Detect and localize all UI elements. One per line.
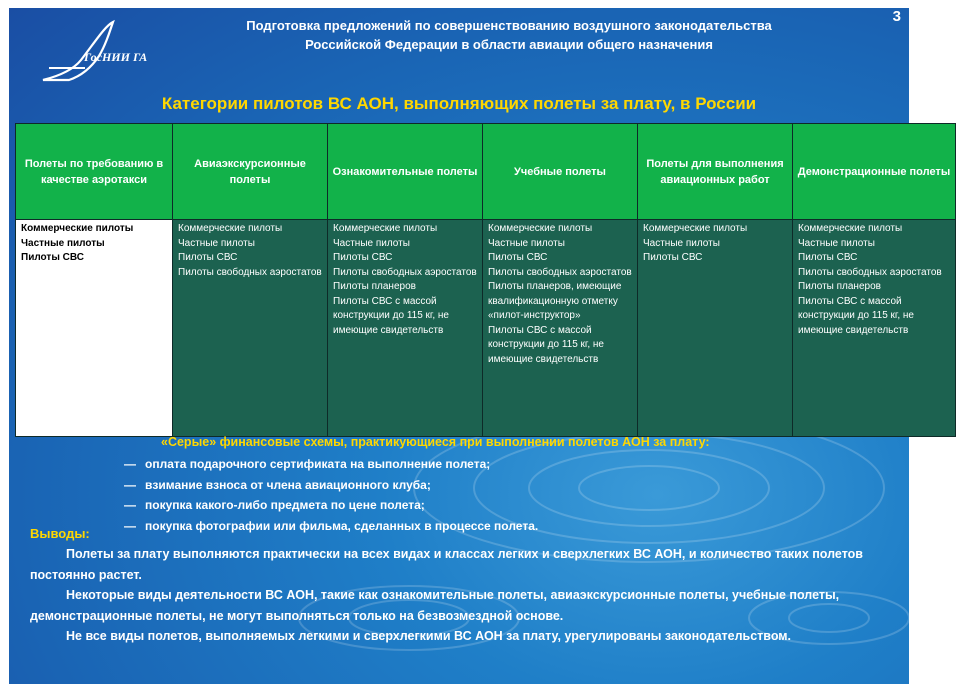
header-line-2: Российской Федерации в области авиации общего назначения [305,37,713,52]
pilot-category-item: Пилоты свободных аэростатов [333,266,477,278]
pilot-category-item: Пилоты планеров [333,281,416,292]
pilot-category-item: Коммерческие пилоты [21,223,134,234]
pilot-categories-table [15,123,956,437]
list-item [124,475,538,496]
column-header: Демонстрационные полеты [793,124,956,220]
pilot-category-item: Коммерческие пилоты [488,223,593,234]
pilot-category-item: Пилоты СВС с массой конструкции до 115 кг, не имеющие свидетельств [798,295,914,336]
pilot-category-item: Пилоты свободных аэростатов [178,266,322,278]
scheme-text: взимание взноса от члена авиационного клуба; [145,477,431,492]
table-header-row [16,124,956,220]
gray-schemes-list [124,454,538,536]
pilot-category-item: Частные пилоты [333,237,410,249]
gray-schemes-title: «Серые» финансовые схемы, практикующиеся при выполнении полетов АОН за плату: [161,435,710,449]
scheme-text: покупка какого-либо предмета по цене полета; [145,498,425,512]
column-header: Учебные полеты [483,124,638,220]
pilot-category-item: Частные пилоты [178,237,255,249]
pilot-category-item: Коммерческие пилоты [333,223,438,234]
table-cell [483,220,638,437]
pilot-category-item: Частные пилоты [798,237,875,249]
pilot-category-item: Пилоты свободных аэростатов [488,266,632,278]
pilot-category-item: Частные пилоты [21,237,105,249]
column-header: Авиаэкскурсионные полеты [173,124,328,220]
table-cell [638,220,793,437]
conclusion-paragraph: Некоторые виды деятельности ВС АОН, такие как ознакомительные полеты, авиаэкскурсионные полеты, учебные полеты, демонстрационные полеты, не могут выполняться только на безвозмездной основе. [30,588,840,623]
pilot-category-item: Частные пилоты [488,237,565,249]
list-item [124,516,538,537]
table-cell [173,220,328,437]
conclusions-text [30,544,890,647]
pilot-category-item: Коммерческие пилоты [798,223,903,234]
pilot-category-item: Пилоты свободных аэростатов [798,266,942,278]
table-cell [793,220,956,437]
pilot-category-item: Коммерческие пилоты [643,223,748,234]
pilot-category-item: Пилоты планеров [798,281,881,292]
table-cell [16,220,173,437]
pilot-category-item: Пилоты СВС [178,252,238,263]
scheme-text: покупка фотографии или фильма, сделанных в процессе полета. [145,518,539,533]
conclusion-paragraph: Не все виды полетов, выполняемых легкими и сверхлегкими ВС АОН за плату, урегулированы законодательством. [66,629,792,643]
pilot-category-item: Пилоты СВС [333,252,393,263]
table-row [16,220,956,437]
pilot-category-item: Пилоты СВС с массой конструкции до 115 кг, не имеющие свидетельств [488,324,604,365]
conclusion-paragraph: Полеты за плату выполняются практически на всех видах и классах легких и сверхлегких ВС АОН, и количество таких полетов постоянно растет. [30,547,863,582]
column-header: Полеты по требованию в качестве аэротакси [16,124,173,220]
pilot-category-item: Пилоты СВС [21,252,84,263]
logo-text: ГосНИИ ГА [84,50,148,64]
slide [9,8,951,684]
header-line-1: Подготовка предложений по совершенствованию воздушного законодательства [246,18,772,33]
scheme-text: оплата подарочного сертификата на выполнение полета; [145,457,491,471]
dash-bullet: — [124,477,136,492]
pilot-category-item: Пилоты СВС [798,252,858,263]
pilot-category-item: Частные пилоты [643,237,720,249]
dash-bullet: — [124,457,136,471]
pilot-category-item: Коммерческие пилоты [178,223,283,234]
dash-bullet: — [124,518,136,533]
page-number: 3 [892,8,901,25]
list-item [124,495,538,516]
pilot-category-item: Пилоты планеров, имеющие квалификационную отметку «пилот-инструктор» [488,281,622,321]
dash-bullet: — [124,498,136,512]
column-header: Ознакомительные полеты [328,124,483,220]
pilot-category-item: Пилоты СВС с массой конструкции до 115 кг, не имеющие свидетельств [333,295,449,336]
table-cell [328,220,483,437]
column-header: Полеты для выполнения авиационных работ [638,124,793,220]
presentation-header [199,16,819,54]
list-item [124,454,538,475]
pilot-category-item: Пилоты СВС [488,252,548,263]
pilot-category-item: Пилоты СВС [643,252,703,263]
slide-title: Категории пилотов ВС АОН, выполняющих полеты за плату, в России [161,94,757,113]
conclusions-title: Выводы: [30,526,90,541]
